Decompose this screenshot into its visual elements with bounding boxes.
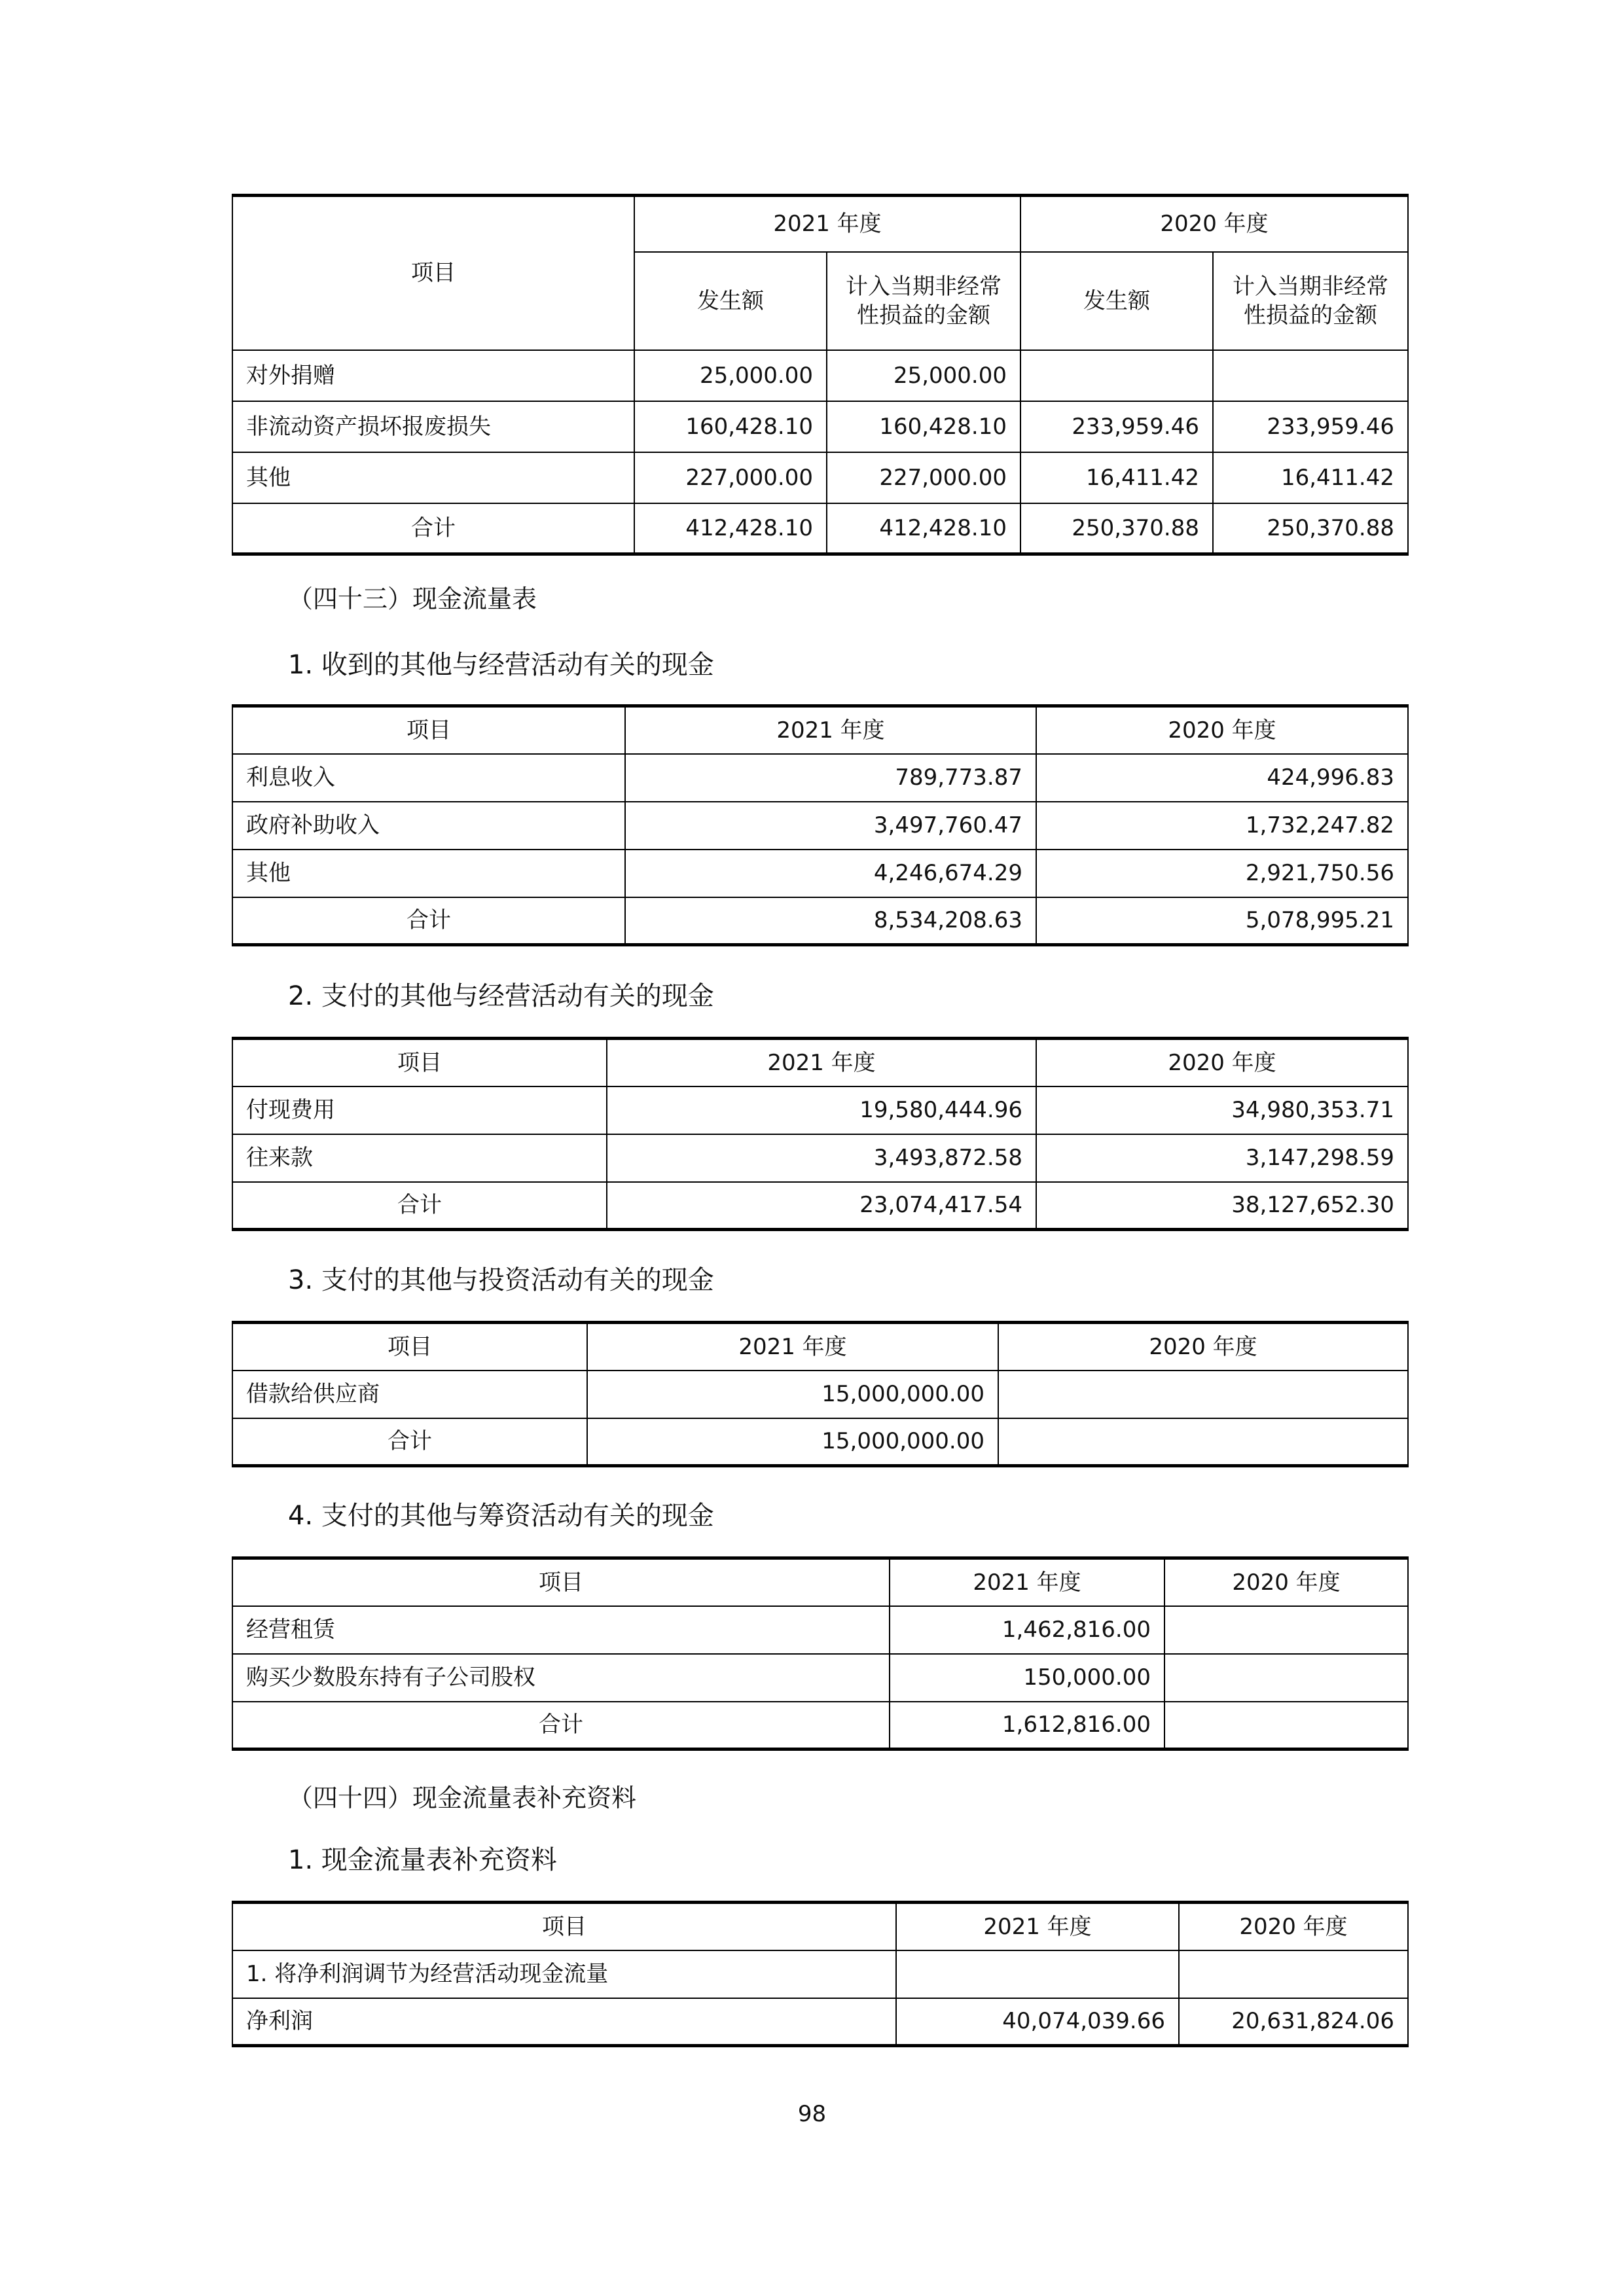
- header-2020: 2020 年度: [1020, 196, 1408, 252]
- table-row-total: 合计 23,074,417.54 38,127,652.30: [232, 1182, 1408, 1230]
- financing-cash-paid-table: [232, 1556, 1407, 1751]
- header-2021: 2021 年度: [890, 1558, 1164, 1606]
- table-row: 经营租赁 1,462,816.00: [232, 1606, 1408, 1654]
- table-row: 付现费用 19,580,444.96 34,980,353.71: [232, 1086, 1408, 1134]
- header-item: 项目: [232, 706, 625, 754]
- cash-flow-supplement-table: [232, 1901, 1407, 2047]
- nonoperating-expense-table: [232, 194, 1407, 556]
- header-item: 项目: [232, 1558, 890, 1606]
- table-row: 其他 4,246,674.29 2,921,750.56: [232, 850, 1408, 897]
- header-item: 项目: [232, 1903, 896, 1950]
- section-title-43: （四十三）现金流量表: [288, 584, 537, 613]
- table4-heading: 3. 支付的其他与投资活动有关的现金: [288, 1265, 714, 1295]
- header-2021: 2021 年度: [625, 706, 1036, 754]
- investing-cash-paid-table: [232, 1321, 1407, 1467]
- header-item: 项目: [232, 1323, 587, 1371]
- table-row: 对外捐赠 25,000.00 25,000.00: [232, 350, 1408, 401]
- table6-heading: 1. 现金流量表补充资料: [288, 1845, 557, 1875]
- header-2021: 2021 年度: [896, 1903, 1179, 1950]
- table-row: 往来款 3,493,872.58 3,147,298.59: [232, 1134, 1408, 1182]
- table3-heading: 2. 支付的其他与经营活动有关的现金: [288, 981, 714, 1011]
- table-row: 购买少数股东持有子公司股权 150,000.00: [232, 1654, 1408, 1702]
- table-row: 借款给供应商 15,000,000.00: [232, 1371, 1408, 1418]
- table-row: 利息收入 789,773.87 424,996.83: [232, 754, 1408, 802]
- table-row: 1. 将净利润调节为经营活动现金流量: [232, 1950, 1408, 1998]
- header-amount-2020: 发生额: [1020, 252, 1213, 350]
- header-nonrecurring-2021: 计入当期非经常性损益的金额: [827, 252, 1020, 350]
- header-2020: 2020 年度: [1036, 1039, 1408, 1086]
- header-2020: 2020 年度: [1164, 1558, 1408, 1606]
- table-row: 其他 227,000.00 227,000.00 16,411.42 16,411.42: [232, 452, 1408, 503]
- header-item: 项目: [232, 1039, 607, 1086]
- header-2020: 2020 年度: [1036, 706, 1408, 754]
- operating-cash-paid-table: [232, 1037, 1407, 1231]
- section-title-44: （四十四）现金流量表补充资料: [288, 1784, 637, 1812]
- header-item: 项目: [232, 196, 634, 350]
- header-amount-2021: 发生额: [634, 252, 827, 350]
- table-row-total: 合计 15,000,000.00: [232, 1418, 1408, 1466]
- table-row: 净利润 40,074,039.66 20,631,824.06: [232, 1998, 1408, 2046]
- table-row-total: 合计 8,534,208.63 5,078,995.21: [232, 897, 1408, 945]
- header-2021: 2021 年度: [634, 196, 1020, 252]
- page-number: 98: [797, 2101, 827, 2127]
- table5-heading: 4. 支付的其他与筹资活动有关的现金: [288, 1501, 714, 1531]
- header-2021: 2021 年度: [587, 1323, 998, 1371]
- table-row: 非流动资产损坏报废损失 160,428.10 160,428.10 233,959.46 233,959.46: [232, 401, 1408, 452]
- table-row-total: 合计 412,428.10 412,428.10 250,370.88 250,370.88: [232, 503, 1408, 554]
- table-row-total: 合计 1,612,816.00: [232, 1702, 1408, 1749]
- header-2021: 2021 年度: [607, 1039, 1036, 1086]
- operating-cash-received-table: [232, 704, 1407, 946]
- table-row: 政府补助收入 3,497,760.47 1,732,247.82: [232, 802, 1408, 850]
- header-nonrecurring-2020: 计入当期非经常性损益的金额: [1213, 252, 1408, 350]
- header-2020: 2020 年度: [1179, 1903, 1408, 1950]
- header-2020: 2020 年度: [998, 1323, 1408, 1371]
- table2-heading: 1. 收到的其他与经营活动有关的现金: [288, 650, 714, 680]
